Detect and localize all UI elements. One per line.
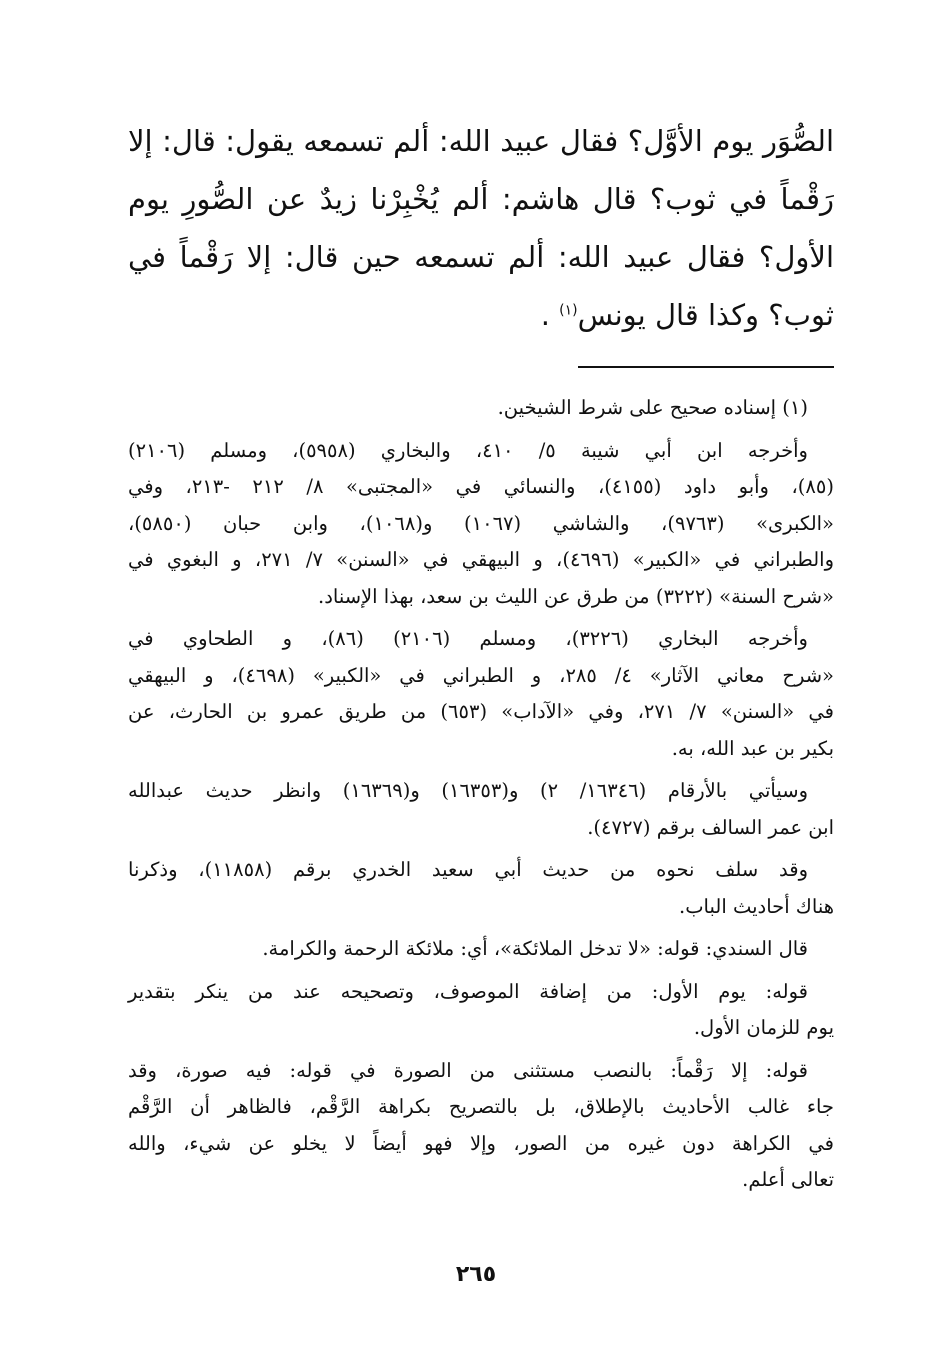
footnote-line: بكير بن عبد الله، به. — [671, 736, 834, 760]
page-number: ٢٦٥ — [455, 1262, 497, 1287]
footnote-line: تعالى أعلم. — [742, 1168, 834, 1191]
footnote-line: جاء غالب الأحاديث بالإطلاق، بل بالتصريح بكراهة الرَّقْم، فالظاهر أن الرَّقْم — [128, 1095, 834, 1118]
footnote-paragraph — [128, 931, 834, 968]
footnote-line: وأخرجه البخاري (٣٢٢٦)، ومسلم (٢١٠٦) (٨٦)، و الطحاوي في — [128, 627, 808, 650]
footnote-line: يوم للزمان الأول. — [693, 1016, 834, 1039]
footnote-paragraph — [128, 773, 834, 846]
footnote-line: وأخرجه ابن أبي شيبة ٥/ ٤١٠، والبخاري (٥٩٥٨)، ومسلم (٢١٠٦) — [128, 438, 808, 462]
footnote-line: «الكبرى» (٩٧٦٣)، والشاشي (١٠٦٧) و(١٠٦٨)، وابن حبان (٥٨٥٠)، — [128, 511, 834, 535]
footnote-line: «شرح معاني الآثار» ٤/ ٢٨٥، و الطبراني في «الكبير» (٤٦٩٨)، و البيهقي — [128, 663, 834, 687]
main-text — [128, 112, 834, 344]
main-text-end-mark: . — [540, 298, 550, 332]
footnote-line: قال السندي: قوله: «لا تدخل الملائكة»، أي: ملائكة الرحمة والكرامة. — [262, 937, 808, 960]
footnote-line: «شرح السنة» (٣٢٢٢) من طرق عن الليث بن سعد، بهذا الإسناد. — [318, 584, 834, 608]
footnotes — [128, 390, 834, 1199]
footnote-paragraph — [128, 390, 834, 427]
footnote-line: قوله: إلا رَقْماً: بالنصب مستثنى من الصورة في قوله: فيه صورة، وقد — [128, 1058, 808, 1082]
footnote-paragraph — [128, 1053, 834, 1199]
footnote-paragraph — [128, 974, 834, 1047]
main-text-line: الصُّوَر يوم الأوَّل؟ فقال عبيد الله: ألم تسمعه يقول: قال: إلا — [128, 124, 834, 158]
book-page — [128, 112, 834, 1205]
footnote-line: قوله: يوم الأول: من إضافة الموصوف، وتصحيحه عند من ينكر بتقدير — [128, 979, 808, 1003]
footnote-reference[interactable]: (١) — [559, 302, 578, 319]
footnote-line: وقد سلف نحوه من حديث أبي سعيد الخدري برقم (١١٨٥٨)، وذكرنا — [128, 858, 808, 881]
footnote-line: والطبراني في «الكبير» (٤٦٩٦)، و البيهقي في «السنن» ٧/ ٢٧١، و البغوي في — [128, 548, 834, 571]
footnote-separator — [578, 366, 834, 368]
footnote-paragraph — [128, 433, 834, 616]
footnote-line: في «السنن» ٧/ ٢٧١، وفي «الآداب» (٦٥٣) من طريق عمرو بن الحارث، عن — [128, 700, 834, 723]
footnote-line: وسيأتي بالأرقام (١٦٣٤٦/ ٢) و(١٦٣٥٣) و(١٦٣٦٩) وانظر حديث عبدالله — [128, 779, 808, 802]
footnote-line: هناك أحاديث الباب. — [679, 894, 834, 918]
footnote-line: (١) إسناده صحيح على شرط الشيخين. — [497, 396, 808, 419]
main-text-line — [128, 286, 834, 344]
footnote-line: ابن عمر السالف برقم (٤٧٢٧). — [587, 815, 834, 839]
footnote-paragraph — [128, 852, 834, 925]
footnote-line: (٨٥)، وأبو داود (٤١٥٥)، والنسائي في «المجتبى» ٨/ ٢١٢ -٢١٣، وفي — [128, 475, 834, 498]
main-text-last-line: ثوب؟ وكذا قال يونس — [577, 298, 834, 332]
footnote-paragraph — [128, 621, 834, 767]
footnote-line: في الكراهة دون غيره من الصور، وإلا فهو أيضاً لا يخلو عن شيء، والله — [128, 1131, 834, 1155]
main-text-line: رَقْماً في ثوب؟ قال هاشم: ألم يُخْبِرْنا زيدٌ عن الصُّورِ يوم — [128, 182, 834, 216]
main-text-line: الأول؟ فقال عبيد الله: ألم تسمعه حين قال: إلا رَقْماً في — [128, 240, 834, 274]
